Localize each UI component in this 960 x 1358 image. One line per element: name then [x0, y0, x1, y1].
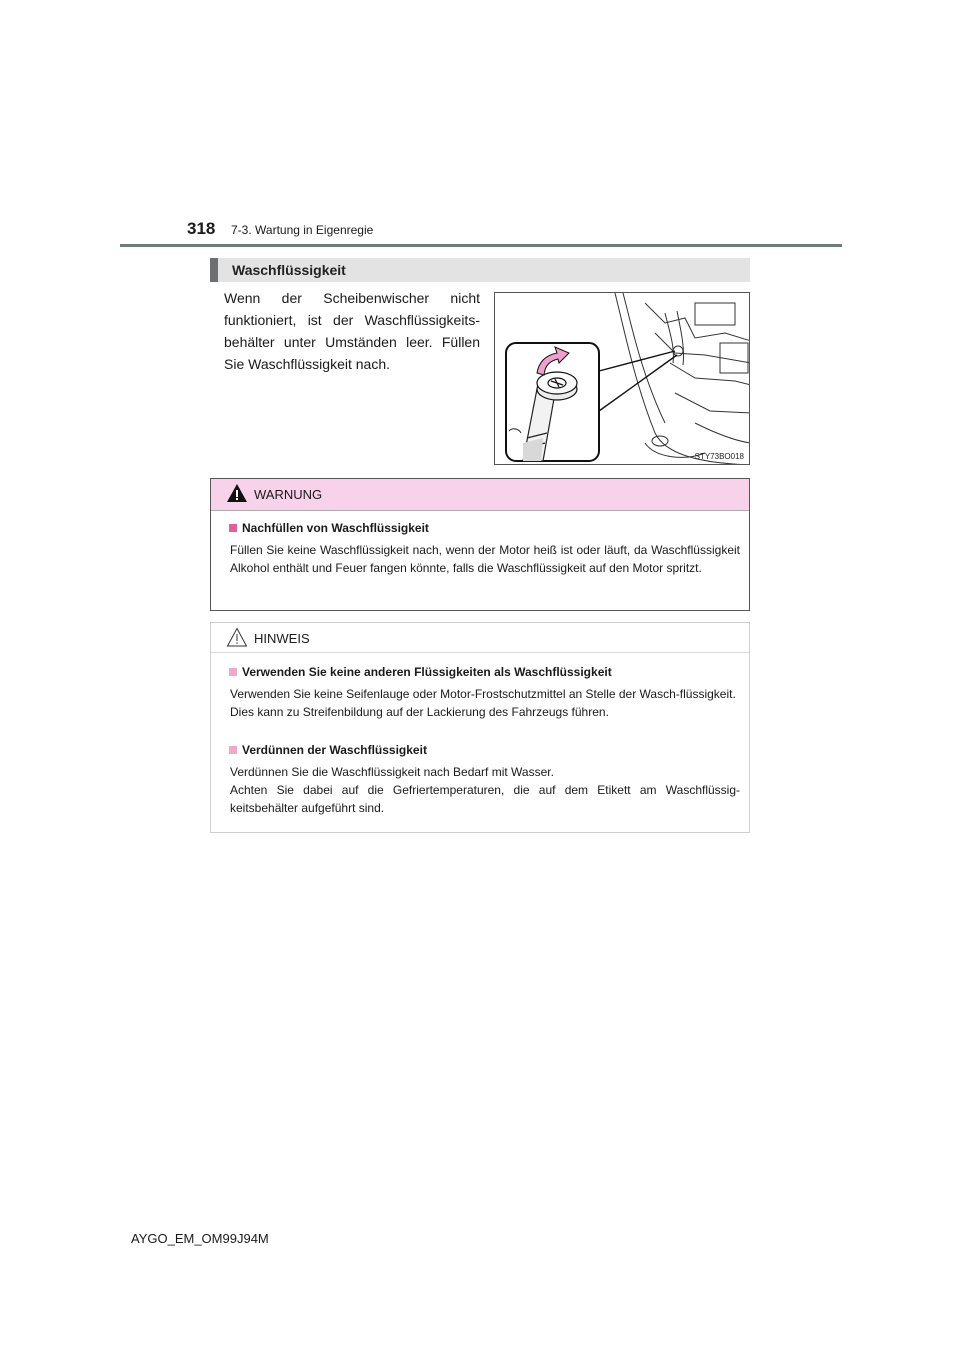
notice-header — [211, 623, 749, 653]
notice-item-body-line: Dies kann zu Streifenbildung auf der Lackierung des Fahrzeugs führen. — [230, 705, 609, 719]
warning-item-title — [229, 521, 429, 535]
warning-header — [211, 479, 749, 511]
caution-triangle-outline-icon — [226, 627, 248, 647]
notice-item-body-line: Verdünnen Sie die Waschflüssigkeit nach Bedarf mit Wasser. — [230, 765, 554, 779]
notice-item-body-line: Achten Sie dabei auf die Gefriertemperaturen, die auf dem Etikett am Waschflüssig-keitsbehälter aufgeführt sind. — [230, 783, 740, 815]
notice-box — [210, 622, 750, 833]
notice-item-title — [229, 743, 427, 757]
bullet-square-icon — [229, 668, 237, 676]
notice-item-body — [230, 763, 740, 817]
notice-item-body — [230, 685, 740, 721]
chapter-title: 7-3. Wartung in Eigenregie — [231, 223, 374, 237]
section-title: Waschflüssigkeit — [232, 262, 346, 278]
warning-triangle-icon — [226, 483, 248, 503]
intro-paragraph: Wenn der Scheibenwischer nicht funktioniert, ist der Waschflüssigkeits-behälter unter Umständen leer. Füllen Sie Waschflüssigkeit nach. — [224, 290, 480, 372]
header-rule — [120, 244, 842, 247]
figure-code: STY73BO018 — [694, 452, 744, 461]
notice-label: HINWEIS — [254, 631, 310, 646]
illustration-figure — [494, 292, 750, 465]
warning-item-body: Füllen Sie keine Waschflüssigkeit nach, wenn der Motor heiß ist oder läuft, da Waschflüssigkeit Alkohol enthält und Feuer fangen könnte, falls die Waschflüssigkeit auf den Motor spritzt. — [230, 543, 740, 575]
notice-item-title-text: Verdünnen der Waschflüssigkeit — [242, 743, 427, 757]
footer-model-code: AYGO_EM_OM99J94M — [131, 1231, 269, 1246]
notice-item-title-text: Verwenden Sie keine anderen Flüssigkeiten als Waschflüssigkeit — [242, 665, 612, 679]
warning-item-title-text: Nachfüllen von Waschflüssigkeit — [242, 521, 429, 535]
warning-box — [210, 478, 750, 611]
washer-reservoir-illustration — [495, 293, 750, 465]
page-number: 318 — [187, 219, 216, 238]
warning-label: WARNUNG — [254, 487, 323, 502]
section-header — [210, 258, 750, 282]
notice-item-title — [229, 665, 612, 679]
bullet-square-icon — [229, 524, 237, 532]
bullet-square-icon — [229, 746, 237, 754]
notice-item-body-line: Verwenden Sie keine Seifenlauge oder Motor-Frostschutzmittel an Stelle der Wasch-flüssigkeit. — [230, 687, 736, 701]
